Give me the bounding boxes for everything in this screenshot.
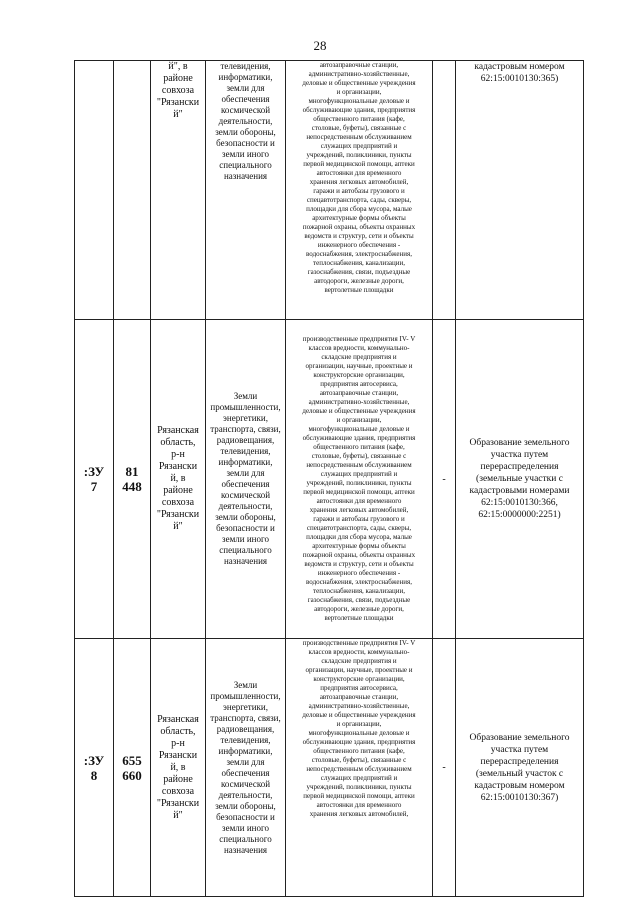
plot-id-cell [75,61,114,320]
note-cell: - [433,320,456,639]
note-cell [433,61,456,320]
plot-location-cell: Рязанская область, р-н Рязански й, в районе совхоза "Рязански й" [151,320,206,639]
table-row [75,639,584,897]
land-category-cell: Земли промышленности, энергетики, транспорта, связи, радиовещания, телевидения, информатики, земли для обеспечения космической деятельности, земли обороны, безопасности и земли иного специального назначения [206,639,286,897]
formation-method-cell: кадастровым номером 62:15:0010130:365) [456,61,584,320]
plot-id-cell: :ЗУ 8 [75,639,114,897]
table-row [75,320,584,639]
plot-location-cell: Рязанская область, р-н Рязански й, в районе совхоза "Рязански й" [151,639,206,897]
land-plots-table [74,60,584,897]
permitted-use-cell: производственные предприятия IV- V классов вредности, коммунально- складские предприятия и организации, научные, проектные и конструкторские организации, предприятия автосервиса, автозаправочные станции, административно-хозяйственные, деловые и общественные учреждения и организации, многофункциональные деловые и обслуживающие здания, предприятия общественного питания (кафе, столовые, буфеты), связанные с непосредственным обслуживанием служащих предприятий и учреждений, поликлиники, пункты первой медицинской помощи, аптеки автостоянки для временного хранения легковых автомобилей, гаражи и автобазы грузового и спецавтотранспорта, сады, скверы, площадки для сбора мусора, малые архитектурные формы объекты пожарной охраны, объекты охранных ведомств и структур, сети и объекты инженерного обеспечения - водоснабжения, электроснабжения, теплоснабжения, канализации, газоснабжения, связи, подъездные автодороги, железные дороги, вертолетные площадки [286,320,433,639]
permitted-use-cell: производственные предприятия IV- V классов вредности, коммунально- складские предприятия и организации, научные, проектные и конструкторские организации, предприятия автосервиса, автозаправочные станции, административно-хозяйственные, деловые и общественные учреждения и организации, многофункциональные деловые и обслуживающие здания, предприятия общественного питания (кафе, столовые, буфеты), связанные с непосредственным обслуживанием служащих предприятий и учреждений, поликлиники, пункты первой медицинской помощи, аптеки автостоянки для временного хранения легковых автомобилей, [286,639,433,897]
plot-location-cell: й", в районе совхоза "Рязански й" [151,61,206,320]
permitted-use-cell: автозаправочные станции, административно-хозяйственные, деловые и общественные учреждения и организации, многофункциональные деловые и обслуживающие здания, предприятия общественного питания (кафе, столовые, буфеты), связанные с непосредственным обслуживанием служащих предприятий и учреждений, поликлиники, пункты первой медицинской помощи, аптеки автостоянки для временного хранения легковых автомобилей, гаражи и автобазы грузового и спецавтотранспорта, сады, скверы, площадки для сбора мусора, малые архитектурные формы объекты пожарной охраны, объекты охранных ведомств и структур, сети и объекты инженерного обеспечения - водоснабжения, электроснабжения, теплоснабжения, канализации, газоснабжения, связи, подъездные автодороги, железные дороги, вертолетные площадки [286,61,433,320]
table-row [75,61,584,320]
plot-area-cell: 655 660 [114,639,151,897]
formation-method-cell: Образование земельного участка путем перераспределения (земельный участок с кадастровым номером 62:15:0010130:367) [456,639,584,897]
formation-method-cell: Образование земельного участка путем перераспределения (земельные участки с кадастровыми номерами 62:15:0010130:366, 62:15:0000000:2251) [456,320,584,639]
plot-id-cell: :ЗУ 7 [75,320,114,639]
note-cell: - [433,639,456,897]
land-category-cell: Земли промышленности, энергетики, транспорта, связи, радиовещания, телевидения, информатики, земли для обеспечения космической деятельности, земли обороны, безопасности и земли иного специального назначения [206,320,286,639]
plot-area-cell: 81 448 [114,320,151,639]
plot-area-cell [114,61,151,320]
land-category-cell: телевидения, информатики, земли для обеспечения космической деятельности, земли обороны, безопасности и земли иного специального назначения [206,61,286,320]
page-number: 28 [313,38,327,53]
